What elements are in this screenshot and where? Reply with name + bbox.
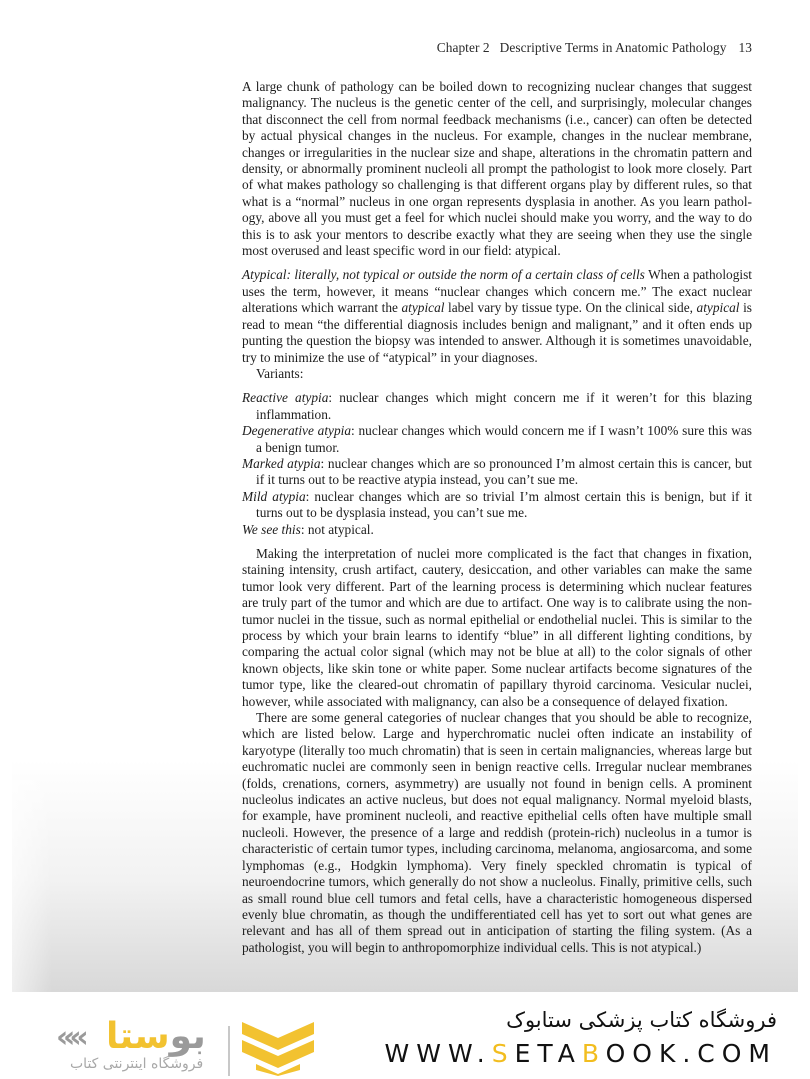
chapter-label: Chapter 2	[436, 40, 490, 55]
double-chevron-icon: ««	[56, 1020, 83, 1055]
variant-term: Mild atypia	[242, 488, 306, 504]
variant-definition: : nuclear changes which are so pronounced I’m almost certain this is cancer, but if it turns out to be reactive atypia instead, you can’t sue me.	[256, 455, 752, 488]
variant-item	[242, 423, 752, 456]
variant-item	[242, 456, 752, 489]
chapter-title: Descriptive Terms in Anatomic Pathology	[499, 40, 727, 55]
logo-wordmark: بوستا	[106, 1016, 206, 1057]
logo-divider	[228, 1026, 230, 1076]
paragraph-artifacts: Making the interpretation of nuclei more complicated is the fact that changes in fixation, staining intensity, crush artifact, cautery, desiccation, and other variables can make the same tumor look very different. Part of the learning process is determining which nuclear features are truly part of the tumor and which are due to artifact. One way is to calibrate using the non-tumor nuclei in the tissue, such as normal epithelial or endothelial nuclei. This is similar to the process by which your brain learns to identify “blue” in all different lighting conditions, by comparing the actual color signal (which may not be blue at all) to the color signals of other known objects, like skin tone or white paper. Some nuclear artifacts become signatures of the tumor type, like the cleared-out chromatin of papillary thyroid carcinoma. Vesicular nuclei, however, while associated with malignancy, can also be a consequence of delayed fixation.	[242, 545, 752, 709]
page-shadow	[12, 780, 52, 992]
chevron-stack-icon	[242, 1022, 314, 1076]
variant-definition: : nuclear changes which might concern me if it weren’t for this blazing inflammation.	[256, 390, 752, 422]
paragraph-atypical-definition: Atypical: literally, not typical or outside the norm of a certain class of cells When a pathologist uses the term, however, it means “nuclear changes which concern me.” The exact nuclear alterations which warrant the atypical label vary by tissue type. On the clinical side, atypical is read to mean “the differential diagnosis includes benign and malignant,” and it often ends up punting the question the biopsy was intended to answer. Although it is sometimes unavoidable, try to minimize the use of “atypical” in your diagnoses.	[242, 267, 753, 365]
variant-item	[242, 390, 752, 423]
logo-tagline: فروشگاه اینترنتی کتاب	[70, 1056, 204, 1072]
variant-definition: : nuclear changes which would concern me if I wasn’t 100% sure this was a benign tumor.	[256, 423, 752, 455]
store-url[interactable]: WWW.SETABOOK.COM	[384, 1039, 777, 1068]
variant-item	[242, 522, 752, 538]
variants-label: Variants:	[256, 365, 304, 381]
variants-list	[242, 390, 752, 538]
body-text	[242, 79, 752, 956]
paragraph-intro: A large chunk of pathology can be boiled down to recognizing nuclear changes that suggest malignancy. The nucleus is the genetic center of the cell, and surprisingly, molecular changes that disconnect the cell from normal feedback mechanisms (i.e., cancer) can often be detected by actual physical changes in the nucleus. For example, changes in the nuclear membrane, changes or irregularities in the nuclear size and shape, alterations in the chromatin pattern and density, or abnormally prominent nucleoli all prompt the pathologist to look more closely. Part of what makes pathology so challenging is that different organs play by different rules, so that what is a “normal” nucleus in one organ represents dysplasia in another. As you learn pathology, above all you must get a feel for which nuclei should make you worry, and the way to do this is to ask your mentors to describe exactly what they are seeing when they use the single most overused and least specific word in our field: atypical.	[242, 79, 752, 259]
variant-term: Reactive atypia	[242, 390, 329, 406]
variant-definition: : not atypical.	[300, 521, 374, 537]
paragraph-categories: There are some general categories of nuclear changes that you should be able to recognize, which are listed below. Large and hyperchromatic nuclei often indicate an instability of karyotype (literally too much chromatin) that is seen in certain malignancies, whereas large but euchromatic nuclei are commonly seen in benign reactive cells. Irregular nuclear membranes (folds, crenations, corners, asymmetry) are usually not found in benign cells. A prominent nucleolus indicates an active nucleus, but does not equal malignancy. Normal myeloid blasts, for example, have prominent nucleoli, and reactive epithelial cells often have multiple small nucleoli. However, the presence of a large and reddish (protein-rich) nucleolus in a tumor is characteristic of certain tumor types, including carcinoma, melanoma, angiosarcoma, and some lymphomas (e.g., Hodgkin lymphoma). Very finely speckled chromatin is typical of neuroendocrine tumors, which generally do not show a nucleolus. Finally, primitive cells, such as small round blue cell tumors and fetal cells, have a characteristic homogeneous dispersed evenly blue chromatin, as though the undifferentiated cell has yet to sort out what genes are relevant and has all of them spread out in anticipation of starting the filing system. (As a pathologist, you will begin to anthropomorphize individual cells. This is not atypical.)	[242, 710, 752, 955]
variant-term: We see this	[242, 521, 301, 537]
variant-definition: : nuclear changes which are so trivial I’m almost certain this is benign, but if it turns out to be dysplasia instead, you can’t sue me.	[256, 488, 752, 521]
definition-term: Atypical: literally, not typical or outside the norm of a certain class of cells	[242, 267, 645, 283]
variant-term: Degenerative atypia	[242, 423, 352, 439]
running-head	[240, 40, 752, 56]
page-number: 13	[738, 40, 752, 55]
variant-term: Marked atypia	[242, 455, 321, 471]
variant-item	[242, 489, 752, 522]
setabook-logo	[56, 1018, 316, 1076]
store-name: فروشگاه کتاب پزشکی ستابوک	[506, 1008, 777, 1032]
